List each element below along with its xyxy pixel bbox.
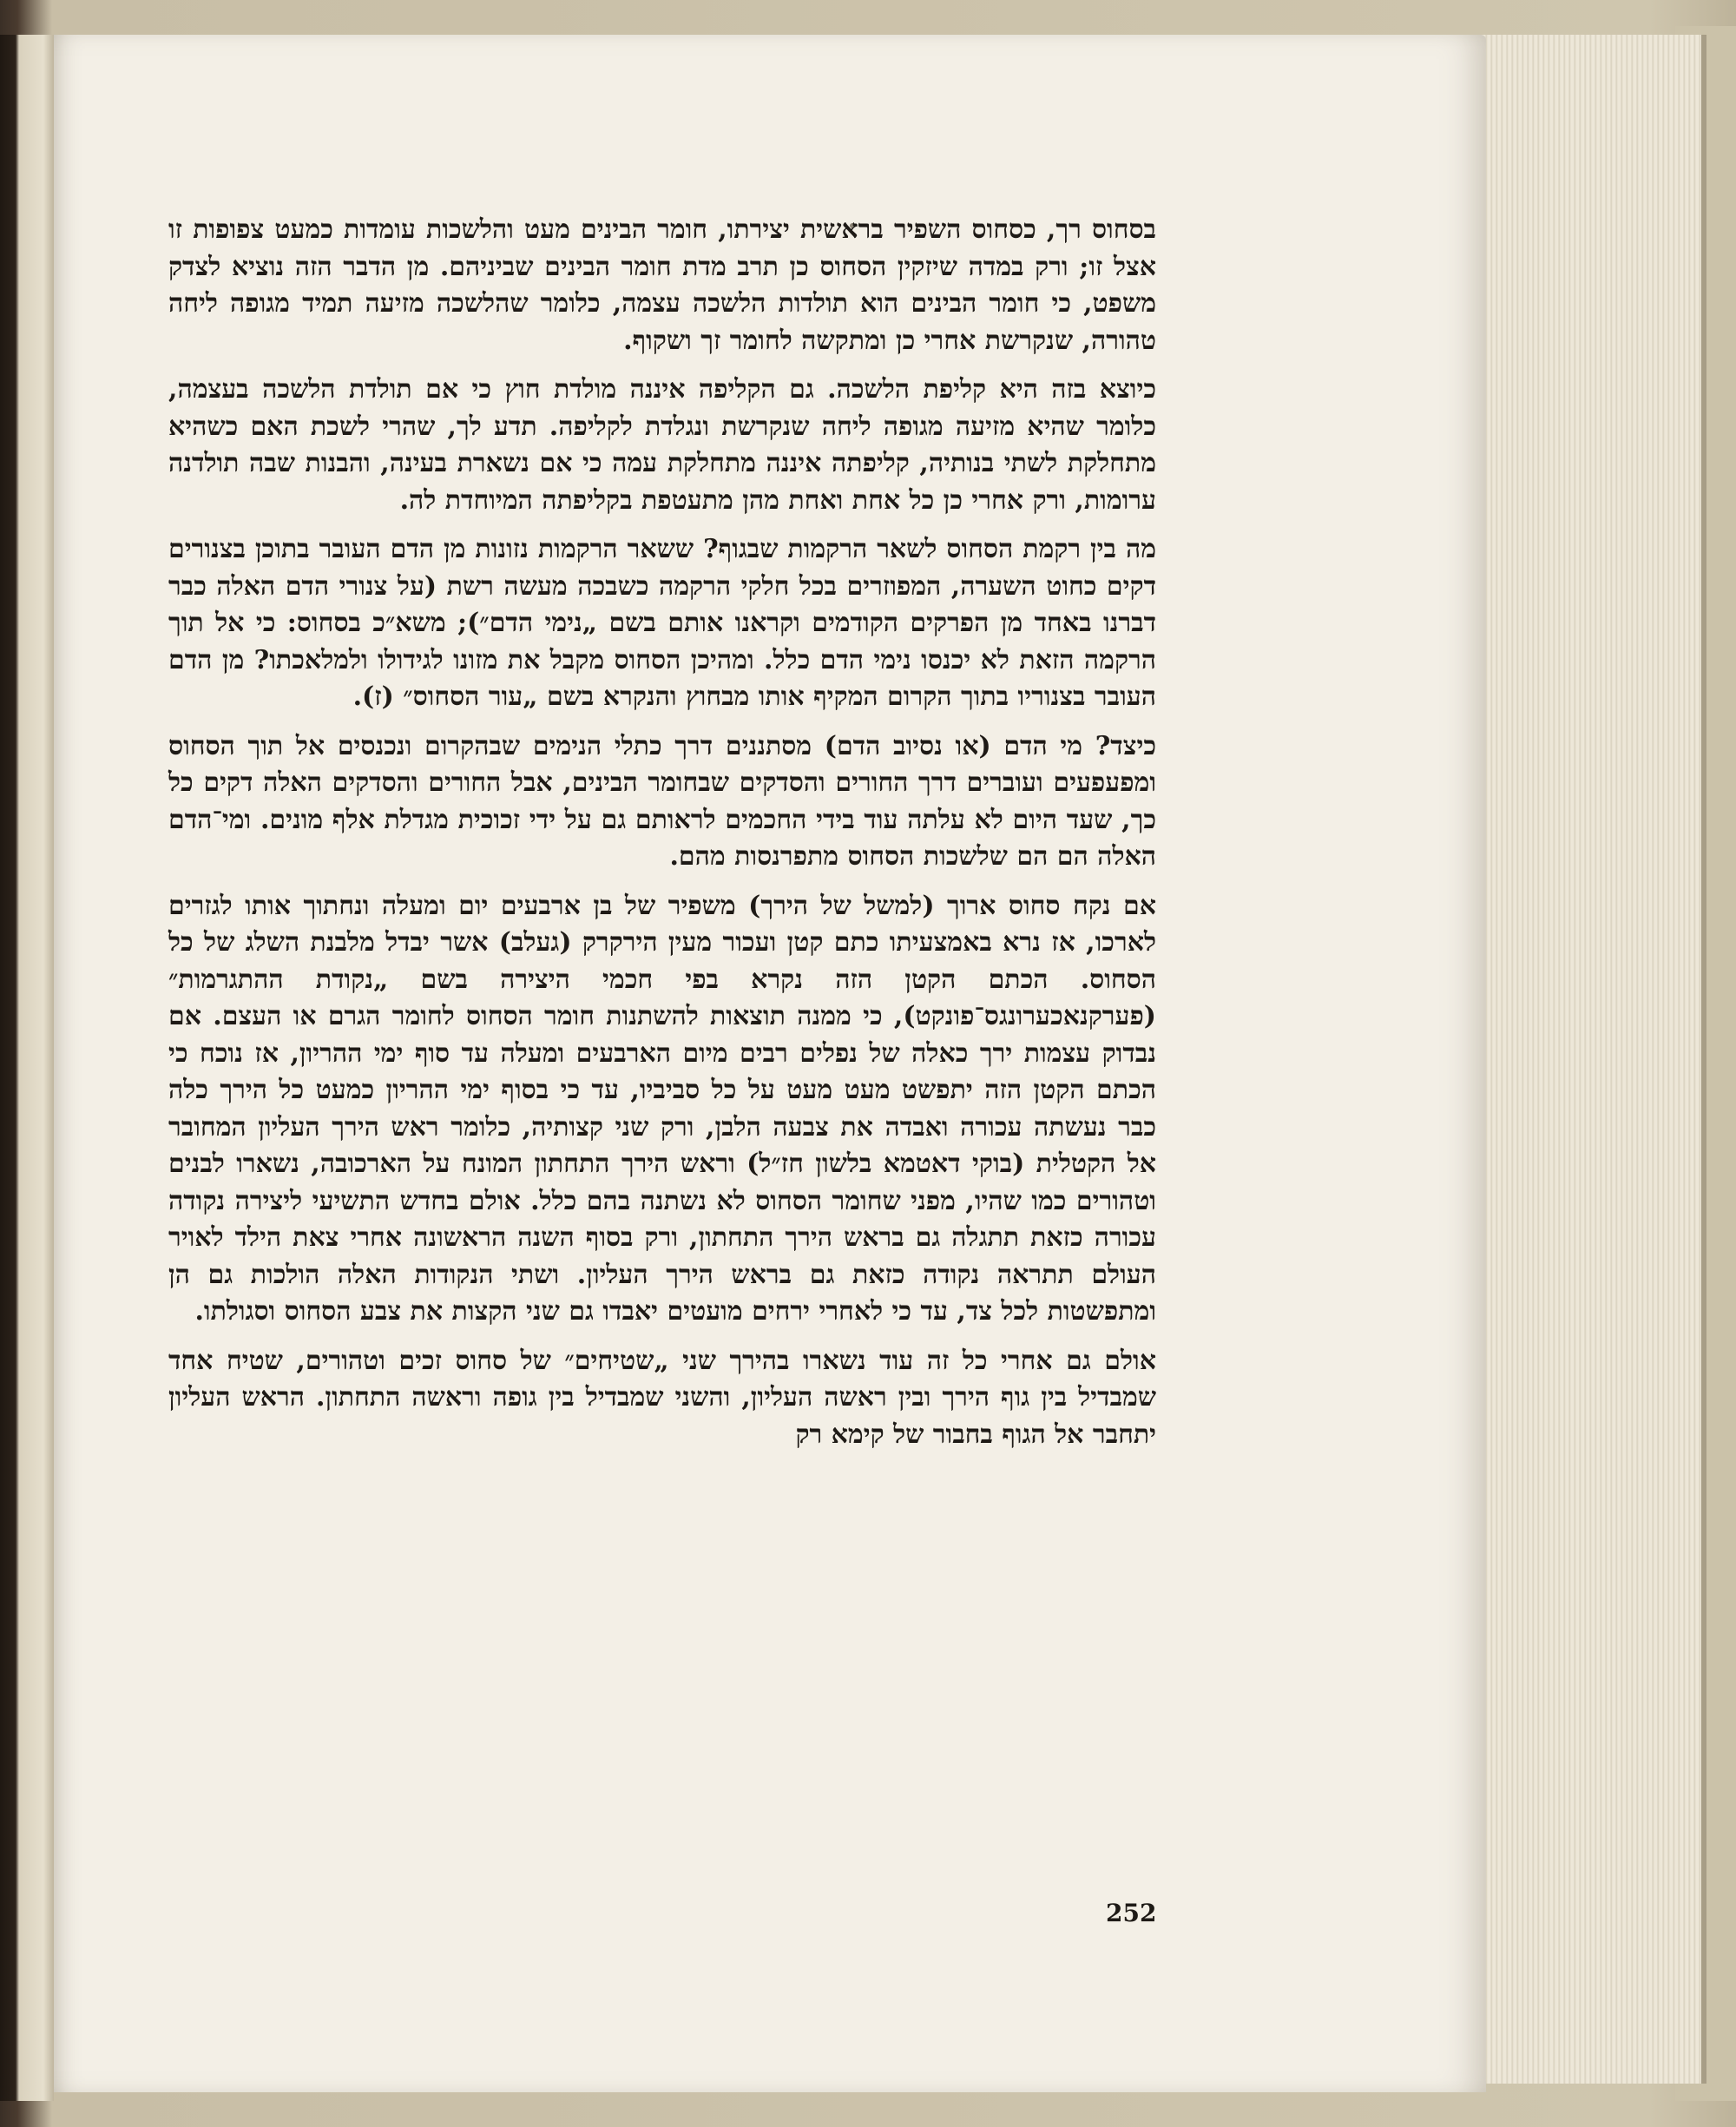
paragraph-6: אולם גם אחרי כל זה עוד נשארו בהירך שני „שטיחים״ של סחוס זכים וטהורים, שטיח אחד שמבדיל בין גוף הירך ובין ראשה העליון, והשני שמבדיל בין גופה וראשה התחתון. הראש העליון יתחבר אל הגוף בחבור של קימא רק [168,1345,1156,1450]
page-number: 252 [1106,1899,1157,1927]
paragraph-4: כיצד? מי הדם (או נסיוב הדם) מסתננים דרך כתלי הנימים שבהקרום ונכנסים אל תוך הסחוס ומפעפעים ועוברים דרך החורים והסדקים שבחומר הבינים, אבל החורים והסדקים האלה דקים כל כך, שעד היום לא עלתה עוד בידי החכמים לראותם גם על ידי זכוכית מגדלת אלף מונים. ומי־הדם האלה הם הם שלשכות הסחוס מתפרנסות מהם. [168,730,1156,872]
paragraph-3: מה בין רקמת הסחוס לשאר הרקמות שבגוף? ששאר הרקמות נזונות מן הדם העובר בתוכן בצנורים דקים כחוט השערה, המפוזרים בכל חלקי הרקמה כשבכה מעשה רשת (על צנורי הדם האלה כבר דברנו באחד מן הפרקים הקודמים וקראנו אותם בשם „נימי הדם״); משא״כ בסחוס: כי אל תוך הרקמה הזאת לא יכנסו נימי הדם כלל. ומהיכן הסחוס מקבל את מזונו לגידולו ולמלאכתו? מן הדם העובר בצנוריו בתוך הקרום המקיף אותו מבחוץ והנקרא בשם „עור הסחוס״ (ז). [168,534,1156,712]
book-page [54,35,1486,2092]
paragraph-1: בסחוס רך, כסחוס השפיר בראשית יצירתו, חומר הבינים מעט והלשכות עומדות כמעט צפופות זו אצל זו; ורק במדה שיזקין הסחוס כן תרב מדת חומר הבינים שביניהם. מן הדבר הזה נוציא לצדק משפט, כי חומר הבינים הוא תולדות הלשכה עצמה, כלומר שהלשכה מזיעה תמיד מגופה ליחה טהורה, שנקרשת אחרי כן ומתקשה לחומר זך ושקוף. [168,214,1156,356]
paragraph-2: כיוצא בזה היא קליפת הלשכה. גם הקליפה איננה מולדת חוץ כי אם תולדת הלשכה בעצמה, כלומר שהיא מזיעה מגופה ליחה שנקרשת ונגלדת לקליפה. תדע לך, שהרי לשכת האם כשהיא מתחלקת לשתי בנותיה, קליפתה איננה מתחלקת עמה כי אם נשארת בעינה, והבנות שבה תולדנה ערומות, ורק אחרי כן כל אחת ואחת מהן מתעטפת בקליפתה המיוחדת לה. [168,374,1156,516]
paragraph-5: אם נקח סחוס ארוך (למשל של הירך) משפיר של בן ארבעים יום ומעלה ונחתוך אותו לגזרים לארכו, אז נרא באמצעיתו כתם קטן ועכור מעין הירקרק (געלב) אשר יבדל מלבנת השלג של כל הסחוס. הכתם הקטן הזה נקרא בפי חכמי היצירה בשם „נקודת ההתגרמות״ (פערקנאכערונגס־פונקט), כי ממנה תוצאות להשתנות חומר הסחוס לחומר הגרם או העצם. אם נבדוק עצמות ירך כאלה של נפלים רבים מיום הארבעים ומעלה עד סוף ימי ההריון, אז נוכח כי הכתם הקטן הזה יתפשט מעט מעט על כל סביביו, עד כי בסוף ימי ההריון כמעט כל הירך כלה כבר נעשתה עכורה ואבדה את צבעה הלבן, ורק שני קצותיה, כלומר ראש הירך העליון המחובר אל הקטלית (בוקי דאטמא בלשון חז״ל) וראש הירך התחתון המונח על הארכובה, נשארו לבנים וטהורים כמו שהיו, מפני שחומר הסחוס לא נשתנה בהם כלל. אולם בחדש התשיעי ליצירה נקודה עכורה כזאת תתגלה גם בראש הירך התחתון, ורק בסוף השנה הראשונה אחרי צאת הילד לאויר העולם תתראה נקודה כזאת גם בראש הירך העליון. ושתי הנקודות האלה הולכות גם הן ומתפשטות לכל צד, עד כי לאחרי ירחים מועטים יאבדו גם שני הקצות את צבע הסחוס וסגולתו. [168,890,1156,1327]
body-text [168,212,1156,1453]
previous-page-edge [0,35,54,2101]
